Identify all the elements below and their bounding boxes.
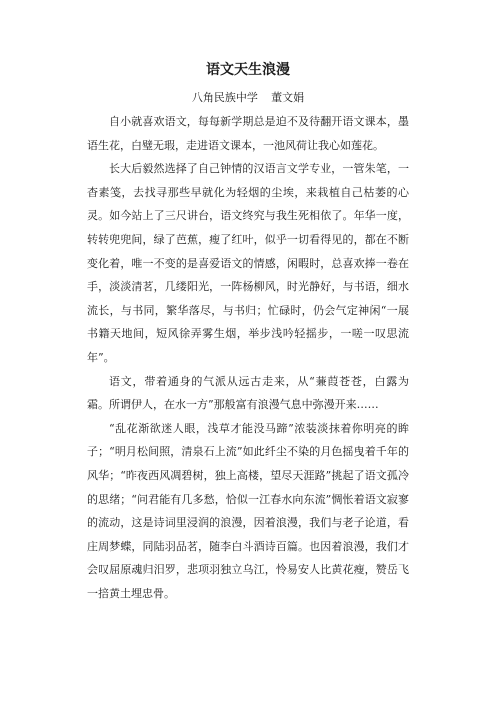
paragraph-2: 长大后毅然选择了自己钟情的汉语言文学专业，一管朱笔，一杳素笺，去找寻那些早就化为轻烟的尘埃，来栽植自己枯萎的心灵。如今站上了三尺讲台，语文终究与我生死相依了。年华一度，转转兜兜间，绿了芭蕉，瘦了红叶，似乎一切看得见的，都在不断变化着，唯一不变的是喜爱语文的情感，闲暇时，总喜欢捧一卷在手，淡淡清茗，几缕阳光，一阵杨柳风，时光静好，与书语，细水流长，与书同，繁华落尽，与书归；忙碌时，仍会气定神闲“一展书籍天地间，短风徐弄雾生烟，举步浅吟轻摇步，一嗟一叹思流年”。 [87, 162, 409, 364]
paragraph-3: 语文，带着通身的气派从远古走来，从“蒹葭苍苍，白露为霜。所谓伊人，在水一方”那般富有浪漫气息中弥漫开来…… [87, 374, 409, 412]
byline [87, 86, 409, 110]
school-name: 八角民族中学 [191, 91, 258, 104]
document-page [87, 60, 409, 605]
author-name: 董文娟 [271, 91, 305, 104]
paragraph-4: “乱花渐欲迷人眼，浅草才能没马蹄”浓装淡抹着你明亮的眸子；“明月松间照，清泉石上流”如此纤尘不染的月色摇曳着千年的风华；“昨夜西风凋碧树，独上高楼，望尽天涯路”挑起了语文孤冷的思绪；“问君能有几多愁，恰似一江春水向东流”惆怅着语文寂寥的流动，这是诗词里浸润的浪漫，因着浪漫，我们与老子论道，看庄周梦蝶，同陆羽品茗，随李白斗酒诗百篇。也因着浪漫，我们才会叹屈原魂归汨罗，悲项羽独立乌江，怜易安人比黄花瘦，赞岳飞一掊黄土埋忠骨。 [87, 421, 409, 600]
paragraph-1: 自小就喜欢语文，每每新学期总是迫不及待翻开语文课本，墨语生花，白璧无瑕，走进语文课本，一池风荷让我心如莲花。 [87, 115, 409, 152]
document-title: 语文天生浪漫 [206, 62, 290, 78]
